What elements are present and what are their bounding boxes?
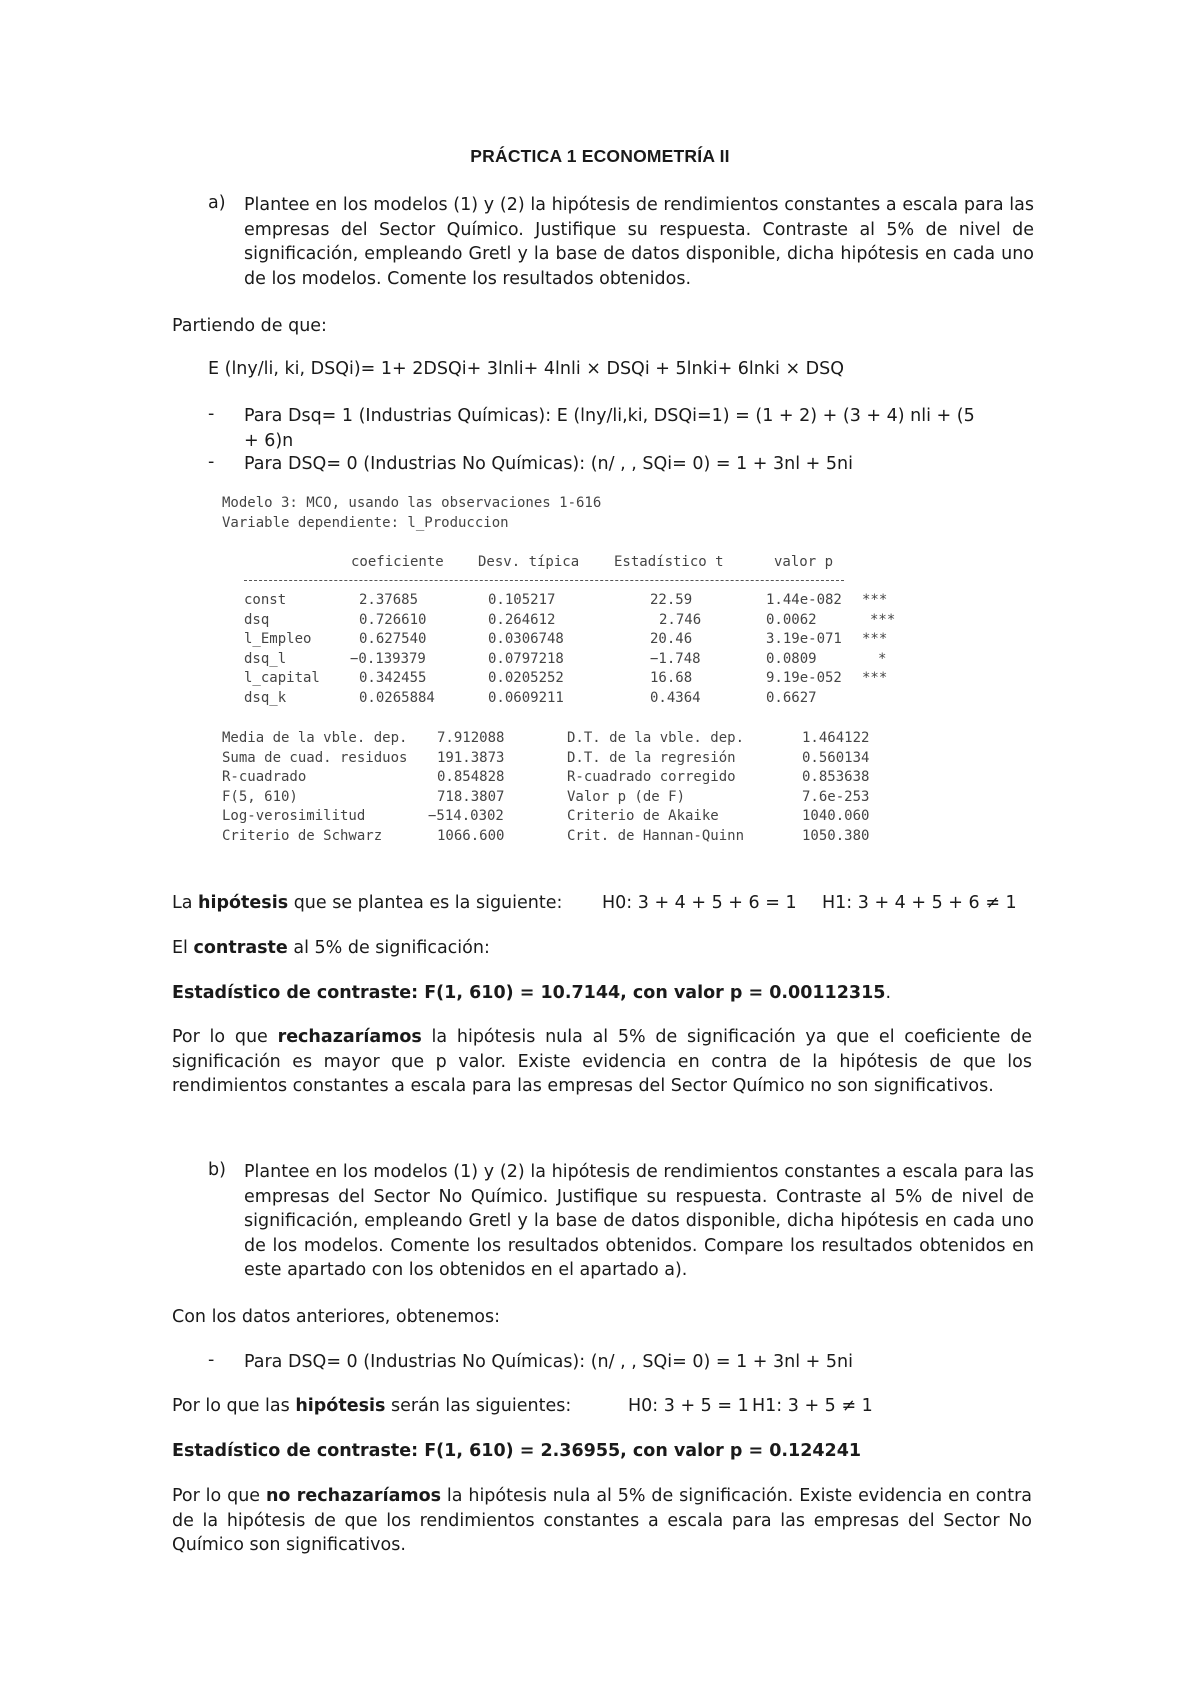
coef-name: dsq_k [244,689,287,706]
coef-stars: *** [862,631,888,648]
stat-label: Crit. de Hannan-Quinn [567,827,745,844]
coef-t: −1.748 [650,650,701,667]
question-b-label: b) [208,1160,226,1180]
hipotesis-b [172,1394,571,1419]
bullet-b [208,1350,853,1375]
stat-value: 191.3873 [437,749,505,766]
stat-label: D.T. de la vble. dep. [567,730,745,746]
coef-value: 2.37685 [359,592,419,608]
bullet-dash: - [208,404,215,424]
contraste-a [172,936,490,961]
bullet-dash: - [208,452,215,472]
gretl-header-dependent: Variable dependiente: l_Produccion [222,515,509,531]
conclusion-b-post: la hipótesis nula al 5% de significación. Existe evidencia en contra de la hipótesis de que los rendimientos constantes a escala para las empresas del Sector No Químico son significativos. [172,1486,1033,1555]
coef-se: 0.0609211 [488,689,564,706]
contraste-a-pre: El [172,938,194,958]
coef-se: 0.264612 [488,611,556,628]
bullet-dash: - [208,1350,215,1370]
stat-value: 1050.380 [802,827,870,844]
stat-label: D.T. de la regresión [567,749,736,766]
bullet-quimicas-line1: Para Dsq= 1 (Industrias Químicas): E (lny/li,ki, DSQi=1) = (1 + 2) + (3 + 4) nli + (5 [244,406,975,426]
coef-p: 1.44e-082 [766,592,842,608]
coef-p: 0.0809 [766,650,817,667]
coef-name: const [244,592,287,608]
coef-se: 0.0797218 [488,650,564,667]
hipotesis-b-h0: H0: 3 + 5 = 1 [628,1396,749,1416]
coef-t: 2.746 [659,611,702,628]
conclusion-b-pre: Por lo que [172,1486,266,1506]
hipotesis-a-bold: hipótesis [198,893,289,913]
coef-p: 0.6627 [766,689,817,706]
coef-stars: *** [870,611,896,628]
coef-value: 0.726610 [359,611,427,628]
hipotesis-a-h0: H0: 3 + 4 + 5 + 6 = 1 [602,893,797,913]
conclusion-a-pre: Por lo que [172,1027,278,1047]
question-a-label: a) [208,193,226,213]
coef-value: 0.627540 [359,631,427,648]
hipotesis-a-pre: La [172,893,199,913]
gretl-col-se: Desv. típica [478,554,580,570]
stat-label: R-cuadrado [222,769,307,786]
estadistico-b-bold: Estadístico de contraste: F(1, 610) = 2.36955, con valor p = 0.124241 [172,1441,862,1461]
question-a [208,193,1034,291]
coef-p: 0.0062 [766,611,817,628]
hipotesis-a-post: que se plantea es la siguiente: [288,893,563,913]
question-b-text: Plantee en los modelos (1) y (2) la hipótesis de rendimientos constantes a escala para las empresas del Sector No Químico. Justifique su respuesta. Contraste al 5% de nivel de significación, empleando Gretl y la base de datos disponible, dicha hipótesis en cada uno de los modelos. Comente los resultados obtenidos. Compare los resultados obtenidos en este apartado con los obtenidos en el apartado a). [244,1162,1034,1280]
coef-name: l_capital [244,670,320,687]
coef-t: 20.46 [650,631,693,648]
conclusion-a-post: la hipótesis nula al 5% de significación ya que el coeficiente de significación es mayor que p valor. Existe evidencia en contra de la hipótesis de que los rendimientos constantes a escala para las empresas del Sector Químico no son significativos. [172,1027,1032,1096]
coef-p: 9.19e-052 [766,670,842,687]
stat-label: Criterio de Schwarz [222,827,383,844]
coef-se: 0.0205252 [488,670,564,687]
bullet-quimicas-line2: + 6)n [244,430,294,451]
hipotesis-b-h1: H1: 3 + 5 ≠ 1 [752,1396,873,1416]
bullet-no-quimicas-text: Para DSQ= 0 (Industrias No Químicas): (n/ , , SQi= 0) = 1 + 3nl + 5ni [244,454,853,474]
conclusion-a [172,1025,1032,1099]
stat-value: 7.6e-253 [802,788,870,805]
coef-t: 0.4364 [650,689,701,706]
hipotesis-a-h1: H1: 3 + 4 + 5 + 6 ≠ 1 [822,893,1017,913]
contraste-a-bold: contraste [193,938,288,958]
hipotesis-b-bold: hipótesis [295,1396,386,1416]
stat-label: Log-verosimilitud [222,808,366,825]
stat-value: 7.912088 [437,730,505,746]
gretl-col-coef: coeficiente [351,554,444,570]
stat-value: 1040.060 [802,808,870,825]
bullet-no-quimicas [208,452,853,477]
gretl-rule [244,580,844,581]
stat-value: 1.464122 [802,730,870,746]
coef-value: −0.139379 [350,650,426,667]
stat-value: 0.853638 [802,769,870,786]
gretl-col-p: valor p [774,554,834,570]
stat-label: Media de la vble. dep. [222,730,408,746]
coef-name: l_Empleo [244,631,312,648]
bullet-quimicas [208,404,975,453]
stat-label: F(5, 610) [222,788,298,805]
hipotesis-b-post: serán las siguientes: [385,1396,572,1416]
gretl-header-model: Modelo 3: MCO, usando las observaciones 1-616 [222,495,602,511]
bullet-b-text: Para DSQ= 0 (Industrias No Químicas): (n/ , , SQi= 0) = 1 + 3nl + 5ni [244,1352,853,1372]
stat-value: 1066.600 [437,827,505,844]
coef-name: dsq [244,611,270,628]
stat-label: Criterio de Akaike [567,808,719,825]
stat-value: 718.3807 [437,788,505,805]
model-equation: E (lny/li, ki, DSQi)= 1+ 2DSQi+ 3lnli+ 4lnli × DSQi + 5lnki+ 6lnki × DSQ [208,359,845,379]
estadistico-a-post: . [885,983,892,1003]
contraste-a-post: al 5% de significación: [287,938,490,958]
coef-value: 0.342455 [359,670,427,687]
con-datos-text: Con los datos anteriores, obtenemos: [172,1307,501,1327]
coef-name: dsq_l [244,650,287,667]
question-b [208,1160,1034,1283]
coef-t: 22.59 [650,592,693,608]
coef-stars: *** [862,670,888,687]
coef-stars: *** [862,592,888,608]
stat-label: Valor p (de F) [567,788,686,805]
coef-se: 0.105217 [488,592,556,608]
stat-label: R-cuadrado corregido [567,769,736,786]
coef-p: 3.19e-071 [766,631,842,648]
conclusion-a-bold: rechazaríamos [277,1027,422,1047]
coef-value: 0.0265884 [359,689,435,706]
gretl-col-t: Estadístico t [614,554,724,570]
coef-se: 0.0306748 [488,631,564,648]
coef-stars: * [878,650,887,667]
stat-value: 0.560134 [802,749,870,766]
partiendo-text: Partiendo de que: [172,316,327,336]
stat-value: 0.854828 [437,769,505,786]
hipotesis-b-pre: Por lo que las [172,1396,296,1416]
stat-value: −514.0302 [428,808,504,825]
estadistico-a-bold: Estadístico de contraste: F(1, 610) = 10.7144, con valor p = 0.00112315 [172,983,886,1003]
stat-label: Suma de cuad. residuos [222,749,408,766]
coef-t: 16.68 [650,670,693,687]
estadistico-a [172,981,891,1006]
conclusion-b [172,1484,1032,1558]
question-a-text: Plantee en los modelos (1) y (2) la hipótesis de rendimientos constantes a escala para las empresas del Sector Químico. Justifique su respuesta. Contraste al 5% de nivel de significación, empleando Gretl y la base de datos disponible, dicha hipótesis en cada uno de los modelos. Comente los resultados obtenidos. [244,195,1034,289]
hipotesis-a [172,891,562,916]
estadistico-b [172,1439,861,1464]
conclusion-b-bold: no rechazaríamos [265,1486,442,1506]
page-title: PRÁCTICA 1 ECONOMETRÍA II [470,146,730,166]
